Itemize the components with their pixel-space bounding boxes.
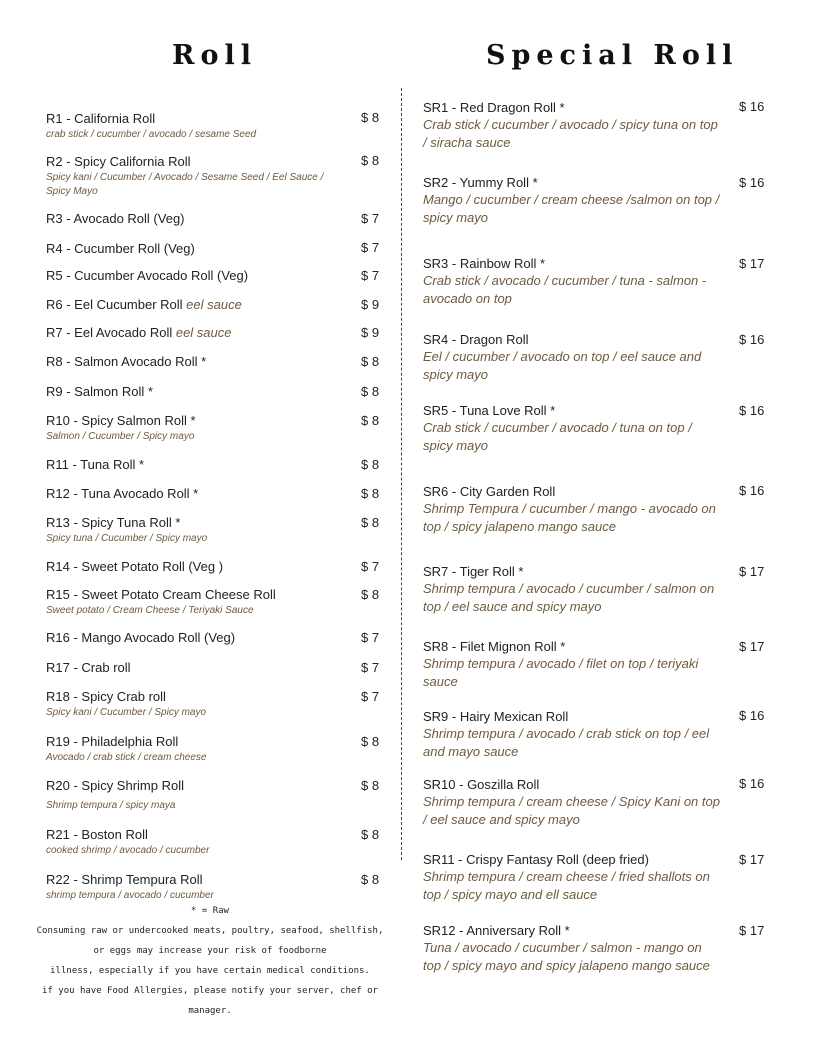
special-roll-description: Tuna / avocado / cucumber / salmon - mango on top / spicy mayo and spicy jalapeno mango sauce: [423, 940, 710, 973]
column-divider: [401, 88, 402, 860]
roll-name: R19 - Philadelphia Roll: [46, 734, 179, 749]
roll-price: $ 8: [361, 110, 380, 125]
roll-price: $ 8: [361, 734, 380, 749]
roll-price: $ 7: [361, 559, 380, 574]
roll-price: $ 8: [361, 384, 380, 399]
raw-note: * = Raw: [191, 906, 229, 916]
roll-price: $ 9: [361, 325, 380, 340]
special-roll-heading: Special Roll: [486, 40, 739, 71]
roll-price: $ 7: [361, 211, 380, 226]
roll-description: Spicy kani / Cucumber / Spicy mayo: [46, 707, 207, 718]
roll-price: $ 7: [361, 268, 380, 283]
roll-name: R15 - Sweet Potato Cream Cheese Roll: [46, 587, 276, 602]
roll-name: R12 - Tuna Avocado Roll *: [46, 486, 199, 501]
special-roll-name: SR12 - Anniversary Roll *: [423, 923, 570, 938]
special-roll-price: $ 16: [739, 332, 765, 347]
roll-name-text: R7 - Eel Avocado Roll: [46, 325, 176, 340]
roll-name: R14 - Sweet Potato Roll (Veg ): [46, 559, 224, 574]
special-roll-item: [423, 777, 723, 829]
special-roll-description: Mango / cucumber / cream cheese /salmon on top / spicy mayo: [423, 192, 720, 225]
roll-sauce: eel sauce: [186, 297, 242, 312]
special-roll-description: Shrimp tempura / avocado / filet on top / teriyaki sauce: [423, 656, 699, 689]
special-roll-description: Crab stick / avocado / cucumber / tuna - salmon - avocado on top: [423, 273, 707, 306]
special-roll-description: Crab stick / cucumber / avocado / spicy tuna on top / siracha sauce: [423, 117, 718, 150]
disclaimer-line: if you have Food Allergies, please notify your server, chef or: [42, 986, 378, 996]
roll-price: $ 8: [361, 827, 380, 842]
special-roll-name: SR1 - Red Dragon Roll *: [423, 100, 565, 115]
roll-description: Avocado / crab stick / cream cheese: [46, 752, 207, 763]
special-roll-description: Shrimp Tempura / cucumber / mango - avocado on top / spicy jalapeno mango sauce: [423, 501, 716, 534]
disclaimer-line: manager.: [188, 1006, 232, 1016]
roll-name: R13 - Spicy Tuna Roll *: [46, 515, 181, 530]
roll-name: R11 - Tuna Roll *: [46, 457, 145, 472]
special-roll-price: $ 17: [739, 256, 765, 271]
special-roll-item: [423, 639, 723, 691]
roll-item: [46, 154, 336, 199]
roll-price: $ 8: [361, 872, 380, 887]
disclaimer-line: or eggs may increase your risk of foodborne: [93, 946, 327, 956]
roll-name: R8 - Salmon Avocado Roll *: [46, 354, 207, 369]
roll-name: R5 - Cucumber Avocado Roll (Veg): [46, 268, 249, 283]
roll-name: R4 - Cucumber Roll (Veg): [46, 241, 195, 256]
roll-name: R21 - Boston Roll: [46, 827, 148, 842]
special-roll-price: $ 16: [739, 708, 765, 723]
roll-price: $ 8: [361, 778, 380, 793]
special-roll-name: SR8 - Filet Mignon Roll *: [423, 639, 566, 654]
roll-item: [46, 111, 336, 142]
special-roll-name: SR9 - Hairy Mexican Roll: [423, 709, 569, 724]
roll-item: [46, 559, 336, 574]
special-roll-item: [423, 923, 723, 975]
roll-item: [46, 486, 336, 501]
roll-item: [46, 413, 336, 444]
roll-item: [46, 827, 336, 858]
special-roll-price: $ 16: [739, 99, 765, 114]
special-roll-price: $ 17: [739, 564, 765, 579]
special-roll-description: Eel / cucumber / avocado on top / eel sauce and spicy mayo: [423, 349, 702, 382]
roll-price: $ 7: [361, 630, 380, 645]
roll-name: R10 - Spicy Salmon Roll *: [46, 413, 196, 428]
roll-price: $ 8: [361, 515, 380, 530]
special-roll-name: SR3 - Rainbow Roll *: [423, 256, 546, 271]
special-roll-price: $ 16: [739, 175, 765, 190]
special-roll-price: $ 16: [739, 483, 765, 498]
roll-name-text: R6 - Eel Cucumber Roll: [46, 297, 187, 312]
special-roll-price: $ 17: [739, 852, 765, 867]
roll-item: [46, 515, 336, 546]
roll-item: [46, 778, 336, 813]
roll-item: [46, 689, 336, 720]
roll-item: [46, 660, 336, 675]
special-roll-name: SR5 - Tuna Love Roll *: [423, 403, 556, 418]
roll-name: R2 - Spicy California Roll: [46, 154, 191, 169]
roll-description: Shrimp tempura / spicy maya: [46, 800, 176, 811]
special-roll-item: [423, 332, 723, 384]
roll-item: [46, 211, 336, 226]
roll-name: R20 - Spicy Shrimp Roll: [46, 778, 184, 793]
special-roll-description: Shrimp tempura / cream cheese / Spicy Kani on top / eel sauce and spicy mayo: [423, 794, 720, 827]
special-roll-item: [423, 709, 723, 761]
roll-name: [46, 297, 336, 312]
special-roll-name: SR10 - Goszilla Roll: [423, 777, 540, 792]
special-roll-item: [423, 100, 723, 152]
special-roll-description: Shrimp tempura / cream cheese / fried shallots on top / spicy mayo and ell sauce: [423, 869, 710, 902]
roll-description: cooked shrimp / avocado / cucumber: [46, 845, 210, 856]
special-roll-name: SR2 - Yummy Roll *: [423, 175, 538, 190]
roll-item: [46, 268, 336, 283]
roll-price: $ 8: [361, 587, 380, 602]
roll-name: R16 - Mango Avocado Roll (Veg): [46, 630, 236, 645]
roll-item: [46, 587, 336, 618]
special-roll-description: Shrimp tempura / avocado / cucumber / salmon on top / eel sauce and spicy mayo: [423, 581, 715, 614]
roll-price: $ 7: [361, 689, 380, 704]
special-roll-name: SR4 - Dragon Roll: [423, 332, 529, 347]
special-roll-description: Shrimp tempura / avocado / crab stick on top / eel and mayo sauce: [423, 726, 710, 759]
roll-description: Spicy tuna / Cucumber / Spicy mayo: [46, 533, 208, 544]
roll-price: $ 8: [361, 153, 380, 168]
special-roll-price: $ 17: [739, 923, 765, 938]
roll-price: $ 8: [361, 486, 380, 501]
roll-description: Salmon / Cucumber / Spicy mayo: [46, 431, 195, 442]
roll-price: $ 8: [361, 354, 380, 369]
roll-price: $ 8: [361, 413, 380, 428]
roll-name: R22 - Shrimp Tempura Roll: [46, 872, 203, 887]
roll-item: [46, 630, 336, 645]
roll-name: R1 - California Roll: [46, 111, 156, 126]
special-roll-description: Crab stick / cucumber / avocado / tuna on top / spicy mayo: [423, 420, 692, 453]
roll-name: R18 - Spicy Crab roll: [46, 689, 166, 704]
roll-price: $ 7: [361, 660, 380, 675]
roll-name: R3 - Avocado Roll (Veg): [46, 211, 185, 226]
roll-price: $ 9: [361, 297, 380, 312]
roll-description: shrimp tempura / avocado / cucumber: [46, 890, 214, 901]
roll-item: [46, 354, 336, 369]
special-roll-item: [423, 852, 723, 904]
special-roll-name: SR7 - Tiger Roll *: [423, 564, 524, 579]
roll-name: R17 - Crab roll: [46, 660, 131, 675]
roll-name: R9 - Salmon Roll *: [46, 384, 153, 399]
roll-item: [46, 297, 336, 312]
disclaimer-line: illness, especially if you have certain medical conditions.: [50, 966, 370, 976]
disclaimer-line: Consuming raw or undercooked meats, poultry, seafood, shellfish,: [36, 926, 384, 936]
roll-item: [46, 872, 336, 903]
disclaimer: [20, 905, 400, 1021]
roll-price: $ 7: [361, 240, 380, 255]
roll-description: crab stick / cucumber / avocado / sesame Seed: [46, 129, 257, 140]
special-roll-item: [423, 484, 723, 536]
special-roll-item: [423, 564, 723, 616]
roll-description: Spicy kani / Cucumber / Avocado / Sesame Seed / Eel Sauce / Spicy Mayo: [46, 172, 324, 197]
special-roll-price: $ 16: [739, 403, 765, 418]
roll-item: [46, 241, 336, 256]
roll-sauce: eel sauce: [175, 325, 232, 340]
roll-item: [46, 384, 336, 399]
special-roll-name: SR11 - Crispy Fantasy Roll (deep fried): [423, 852, 649, 867]
special-roll-price: $ 16: [739, 776, 765, 791]
roll-price: $ 8: [361, 457, 380, 472]
roll-description: Sweet potato / Cream Cheese / Teriyaki Sauce: [46, 605, 254, 616]
special-roll-item: [423, 175, 723, 227]
roll-name: [46, 325, 336, 340]
roll-item: [46, 457, 336, 472]
special-roll-item: [423, 256, 723, 308]
special-roll-item: [423, 403, 723, 455]
roll-heading: Roll: [172, 40, 257, 71]
special-roll-price: $ 17: [739, 639, 765, 654]
roll-item: [46, 325, 336, 340]
special-roll-name: SR6 - City Garden Roll: [423, 484, 556, 499]
roll-item: [46, 734, 336, 765]
